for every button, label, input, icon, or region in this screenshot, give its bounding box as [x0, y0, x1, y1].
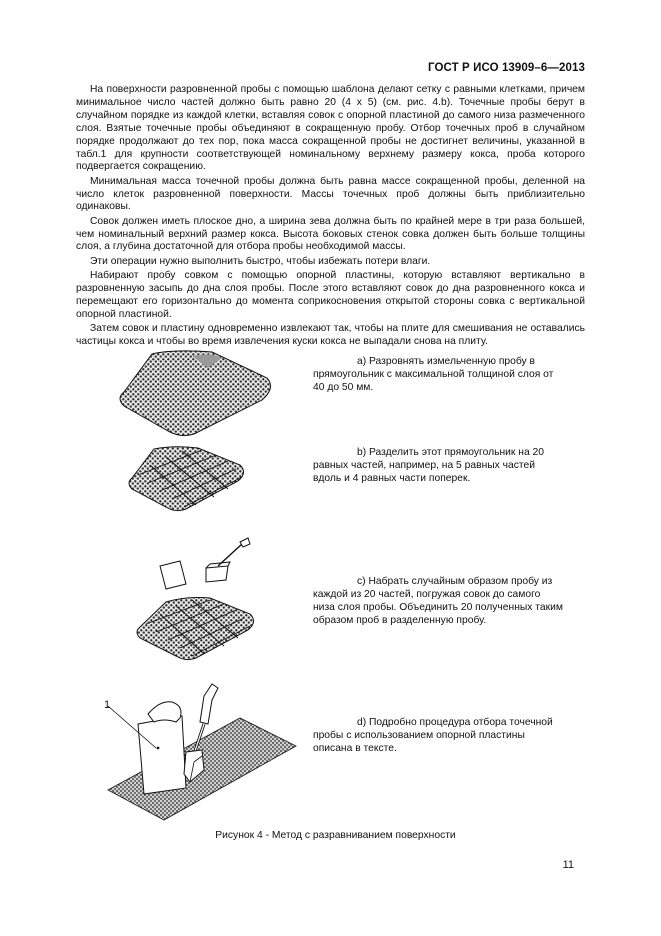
paragraph: На поверхности разровненной пробы с помощью шаблона делают сетку с равными клетками, причем минимальное число частей должно быть равно 20 (4 x 5) (см. рис. 4.b). Точечные пробы берут в случайном порядке из каждой клетки, вставляя совок с опорной пластиной до самого низа размеченного слоя. Взятые точечные пробы объединяют в сокращенную пробу. Отбор точечных проб в случайном порядке продолжают до тех пор, пока масса сокращенной пробы не достигнет величины, указанной в табл.1 для крупности соответствующей номинальному верхнему размеру кокса, проба которого подвергается сокращению. [76, 84, 585, 173]
step-b-caption: b) Разделить этот прямоугольник на 20 равных частей, например, на 5 равных частей вдоль и 4 равных части поперек. [313, 447, 544, 484]
figure-c-sampling-grid [130, 534, 260, 664]
step-c-caption: c) Набрать случайным образом пробу из каждой из 20 частей, погружая совок до самого низа слоя пробы. Объединить 20 полученных таким образом проб в разделенную пробу. [313, 576, 563, 626]
body-text [76, 84, 585, 350]
figure-b-gridded-sample [124, 445, 252, 513]
paragraph: Совок должен иметь плоское дно, а ширина зева должна быть по крайней мере в три раза большей, чем номинальный верхний размер кокса. Высота боковых стенок совка должен быть больше толщины слоя, а глубина достаточной для отбора пробы необходимой массы. [76, 215, 585, 253]
figure-a-leveled-sample [112, 348, 282, 440]
callout-label-1: 1 [104, 699, 111, 711]
step-a-caption: a) Разровнять измельченную пробу в прямоугольник с максимальной толщиной слоя от 40 до 50 мм. [313, 356, 554, 393]
figure-caption: Рисунок 4 - Метод с разравниванием поверхности [215, 830, 456, 841]
figure-d-plate-and-scoop [100, 678, 300, 824]
document-header: ГОСТ Р ИСО 13909–6—2013 [428, 62, 585, 74]
paragraph: Минимальная масса точечной пробы должна быть равна массе сокращенной пробы, деленной на число клеток разровненной поверхности. Массы точечных проб должны быть приблизительно одинаковы. [76, 175, 585, 213]
paragraph: Затем совок и пластину одновременно извлекают так, чтобы на плите для смешивания не оставались частицы кокса и чтобы во время извлечения куски кокса не выпадали снова на плиту. [76, 322, 585, 347]
step-d-caption: d) Подробно процедура отбора точечной пробы с использованием опорной пластины описана в тексте. [313, 717, 553, 754]
paragraph: Набирают пробу совком с помощью опорной пластины, которую вставляют вертикально в разровненную засыпь до дна слоя пробы. После этого вставляют совок до дна разровненного кокса и перемещают его горизонтально до момента соприкосновения открытой стороны совка с вертикальной опорной пластиной. [76, 269, 585, 320]
page-number: 11 [562, 859, 574, 871]
paragraph: Эти операции нужно выполнить быстро, чтобы избежать потери влаги. [90, 255, 431, 267]
